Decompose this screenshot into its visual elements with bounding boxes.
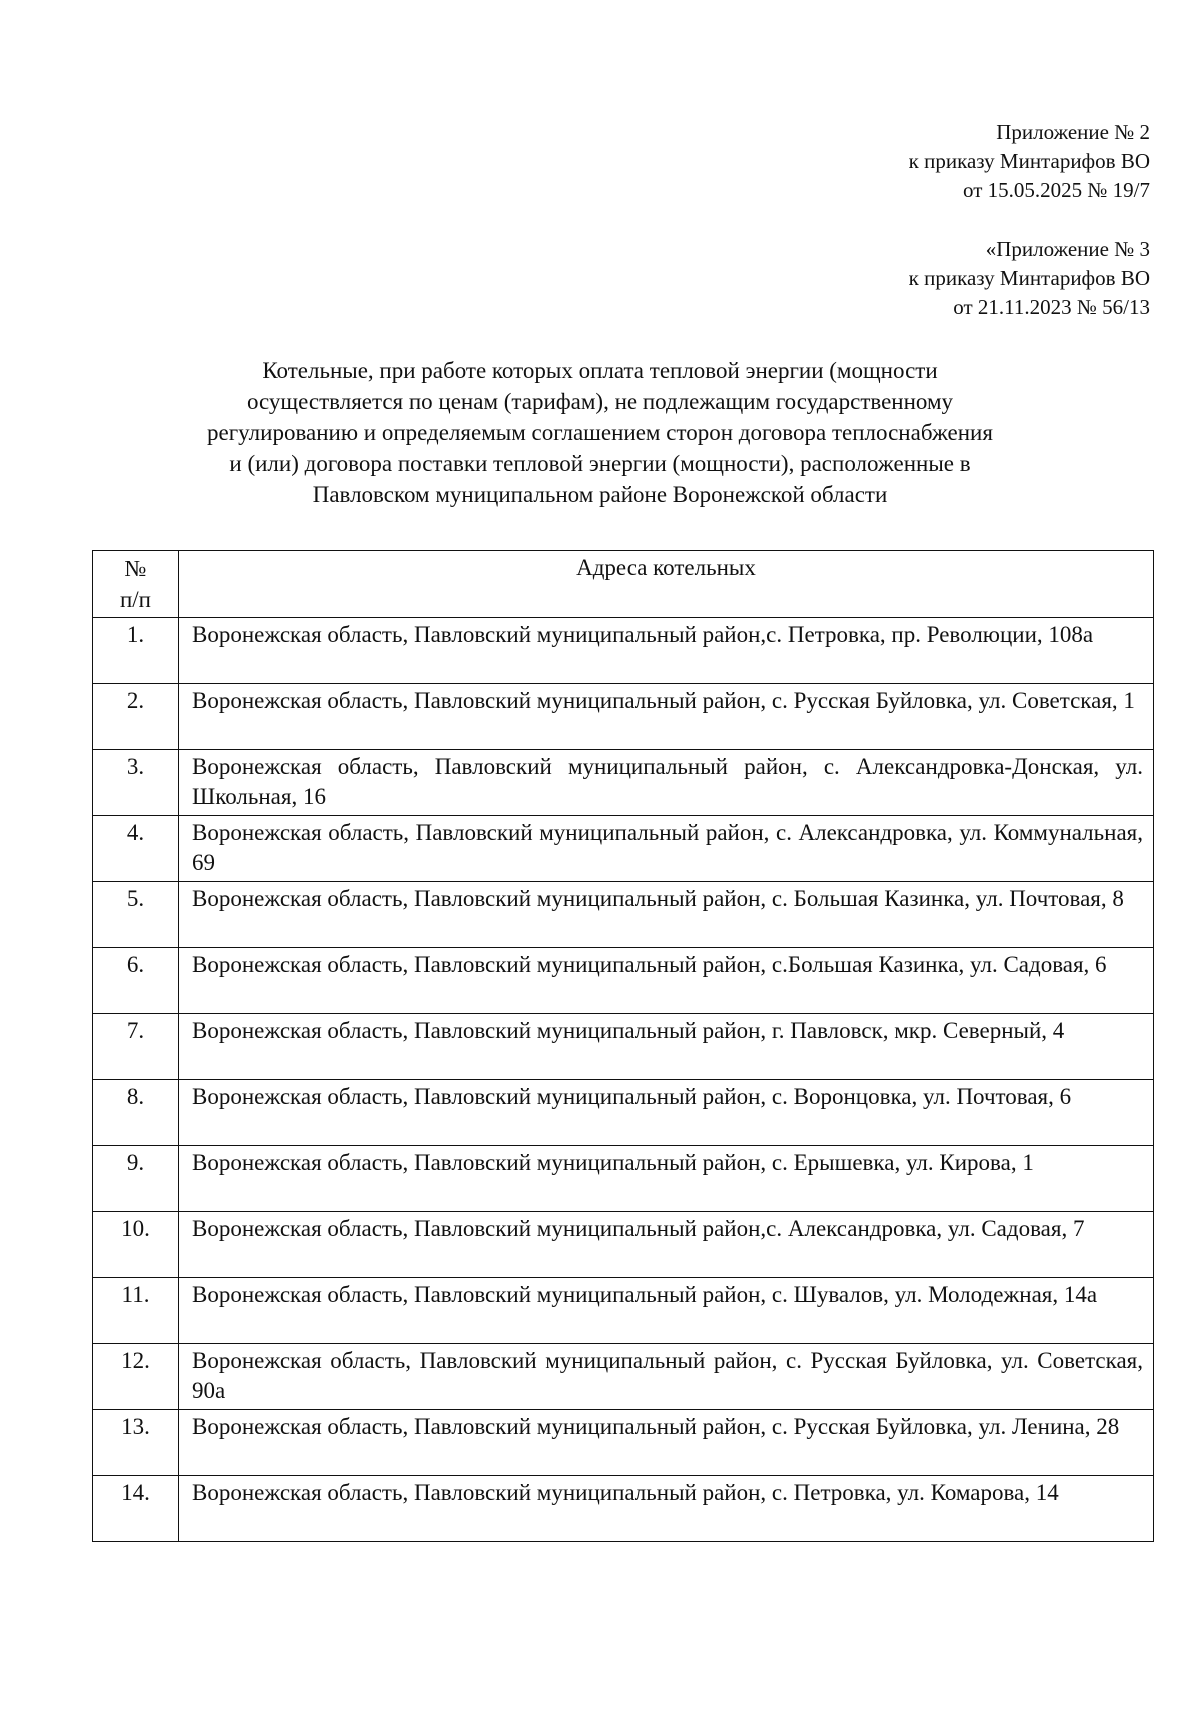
title-line-4: и (или) договора поставки тепловой энергии (мощности), расположенные в: [229, 451, 971, 476]
appendix-2-line-2: к приказу Минтарифов ВО: [908, 149, 1150, 173]
table-header-row: [93, 551, 1154, 618]
row-number: 9.: [93, 1146, 179, 1212]
title-line-3: регулированию и определяемым соглашением сторон договора теплоснабжения: [207, 420, 993, 445]
row-number: 2.: [93, 684, 179, 750]
table-row: [93, 684, 1154, 750]
row-address: Воронежская область, Павловский муниципальный район, с. Александровка-Донская, ул. Школьная, 16: [179, 750, 1154, 816]
row-number: 1.: [93, 618, 179, 684]
row-number: 13.: [93, 1410, 179, 1476]
appendix-3-header: [909, 235, 1150, 322]
row-address: Воронежская область, Павловский муниципальный район, с. Русская Буйловка, ул. Ленина, 28: [179, 1410, 1154, 1476]
title-line-5: Павловском муниципальном районе Воронежской области: [312, 482, 888, 507]
row-number: 8.: [93, 1080, 179, 1146]
row-number: 6.: [93, 948, 179, 1014]
table-row: [93, 1278, 1154, 1344]
row-address: Воронежская область, Павловский муниципальный район, с. Большая Казинка, ул. Почтовая, 8: [179, 882, 1154, 948]
row-number: 14.: [93, 1476, 179, 1542]
row-number: 11.: [93, 1278, 179, 1344]
table-row: [93, 618, 1154, 684]
table-row: [93, 1080, 1154, 1146]
row-number: 7.: [93, 1014, 179, 1080]
boiler-addresses-table: [92, 550, 1154, 1542]
document-title: [120, 355, 1080, 510]
table-row: [93, 882, 1154, 948]
row-address: Воронежская область, Павловский муниципальный район, с. Ерышевка, ул. Кирова, 1: [179, 1146, 1154, 1212]
table-row: [93, 948, 1154, 1014]
row-address: Воронежская область, Павловский муниципальный район, с. Александровка, ул. Коммунальная, 69: [179, 816, 1154, 882]
row-address: Воронежская область, Павловский муниципальный район, г. Павловск, мкр. Северный, 4: [179, 1014, 1154, 1080]
appendix-2-line-1: Приложение № 2: [996, 120, 1150, 144]
table-row: [93, 1410, 1154, 1476]
row-address: Воронежская область, Павловский муниципальный район, с.Большая Казинка, ул. Садовая, 6: [179, 948, 1154, 1014]
row-number: 3.: [93, 750, 179, 816]
row-address: Воронежская область, Павловский муниципальный район,с. Александровка, ул. Садовая, 7: [179, 1212, 1154, 1278]
title-line-2: осуществляется по ценам (тарифам), не подлежащим государственному: [246, 389, 954, 414]
appendix-3-line-2: к приказу Минтарифов ВО: [908, 266, 1150, 290]
row-address: Воронежская область, Павловский муниципальный район, с. Русская Буйловка, ул. Советская, 90а: [179, 1344, 1154, 1410]
row-number: 12.: [93, 1344, 179, 1410]
row-number: 4.: [93, 816, 179, 882]
appendix-3-line-1: «Приложение № 3: [985, 237, 1150, 261]
row-number: 5.: [93, 882, 179, 948]
table-row: [93, 816, 1154, 882]
table-row: [93, 1344, 1154, 1410]
title-line-1: Котельные, при работе которых оплата тепловой энергии (мощности: [262, 358, 938, 383]
row-address: Воронежская область, Павловский муниципальный район, с. Шувалов, ул. Молодежная, 14а: [179, 1278, 1154, 1344]
row-number: 10.: [93, 1212, 179, 1278]
appendix-3-line-3: от 21.11.2023 № 56/13: [953, 295, 1150, 319]
table-row: [93, 1146, 1154, 1212]
header-number-cell: [93, 551, 179, 618]
row-address: Воронежская область, Павловский муниципальный район, с. Русская Буйловка, ул. Советская, 1: [179, 684, 1154, 750]
appendix-2-header: [909, 118, 1150, 205]
header-address-cell: Адреса котельных: [179, 551, 1154, 618]
row-address: Воронежская область, Павловский муниципальный район, с. Воронцовка, ул. Почтовая, 6: [179, 1080, 1154, 1146]
table-row: [93, 1014, 1154, 1080]
row-address: Воронежская область, Павловский муниципальный район,с. Петровка, пр. Революции, 108а: [179, 618, 1154, 684]
header-number-abbrev: п/п: [119, 587, 151, 612]
row-address: Воронежская область, Павловский муниципальный район, с. Петровка, ул. Комарова, 14: [179, 1476, 1154, 1542]
appendix-2-line-3: от 15.05.2025 № 19/7: [962, 178, 1150, 202]
table-row: [93, 1476, 1154, 1542]
header-number-symbol: №: [124, 556, 147, 581]
table-row: [93, 1212, 1154, 1278]
table-row: [93, 750, 1154, 816]
